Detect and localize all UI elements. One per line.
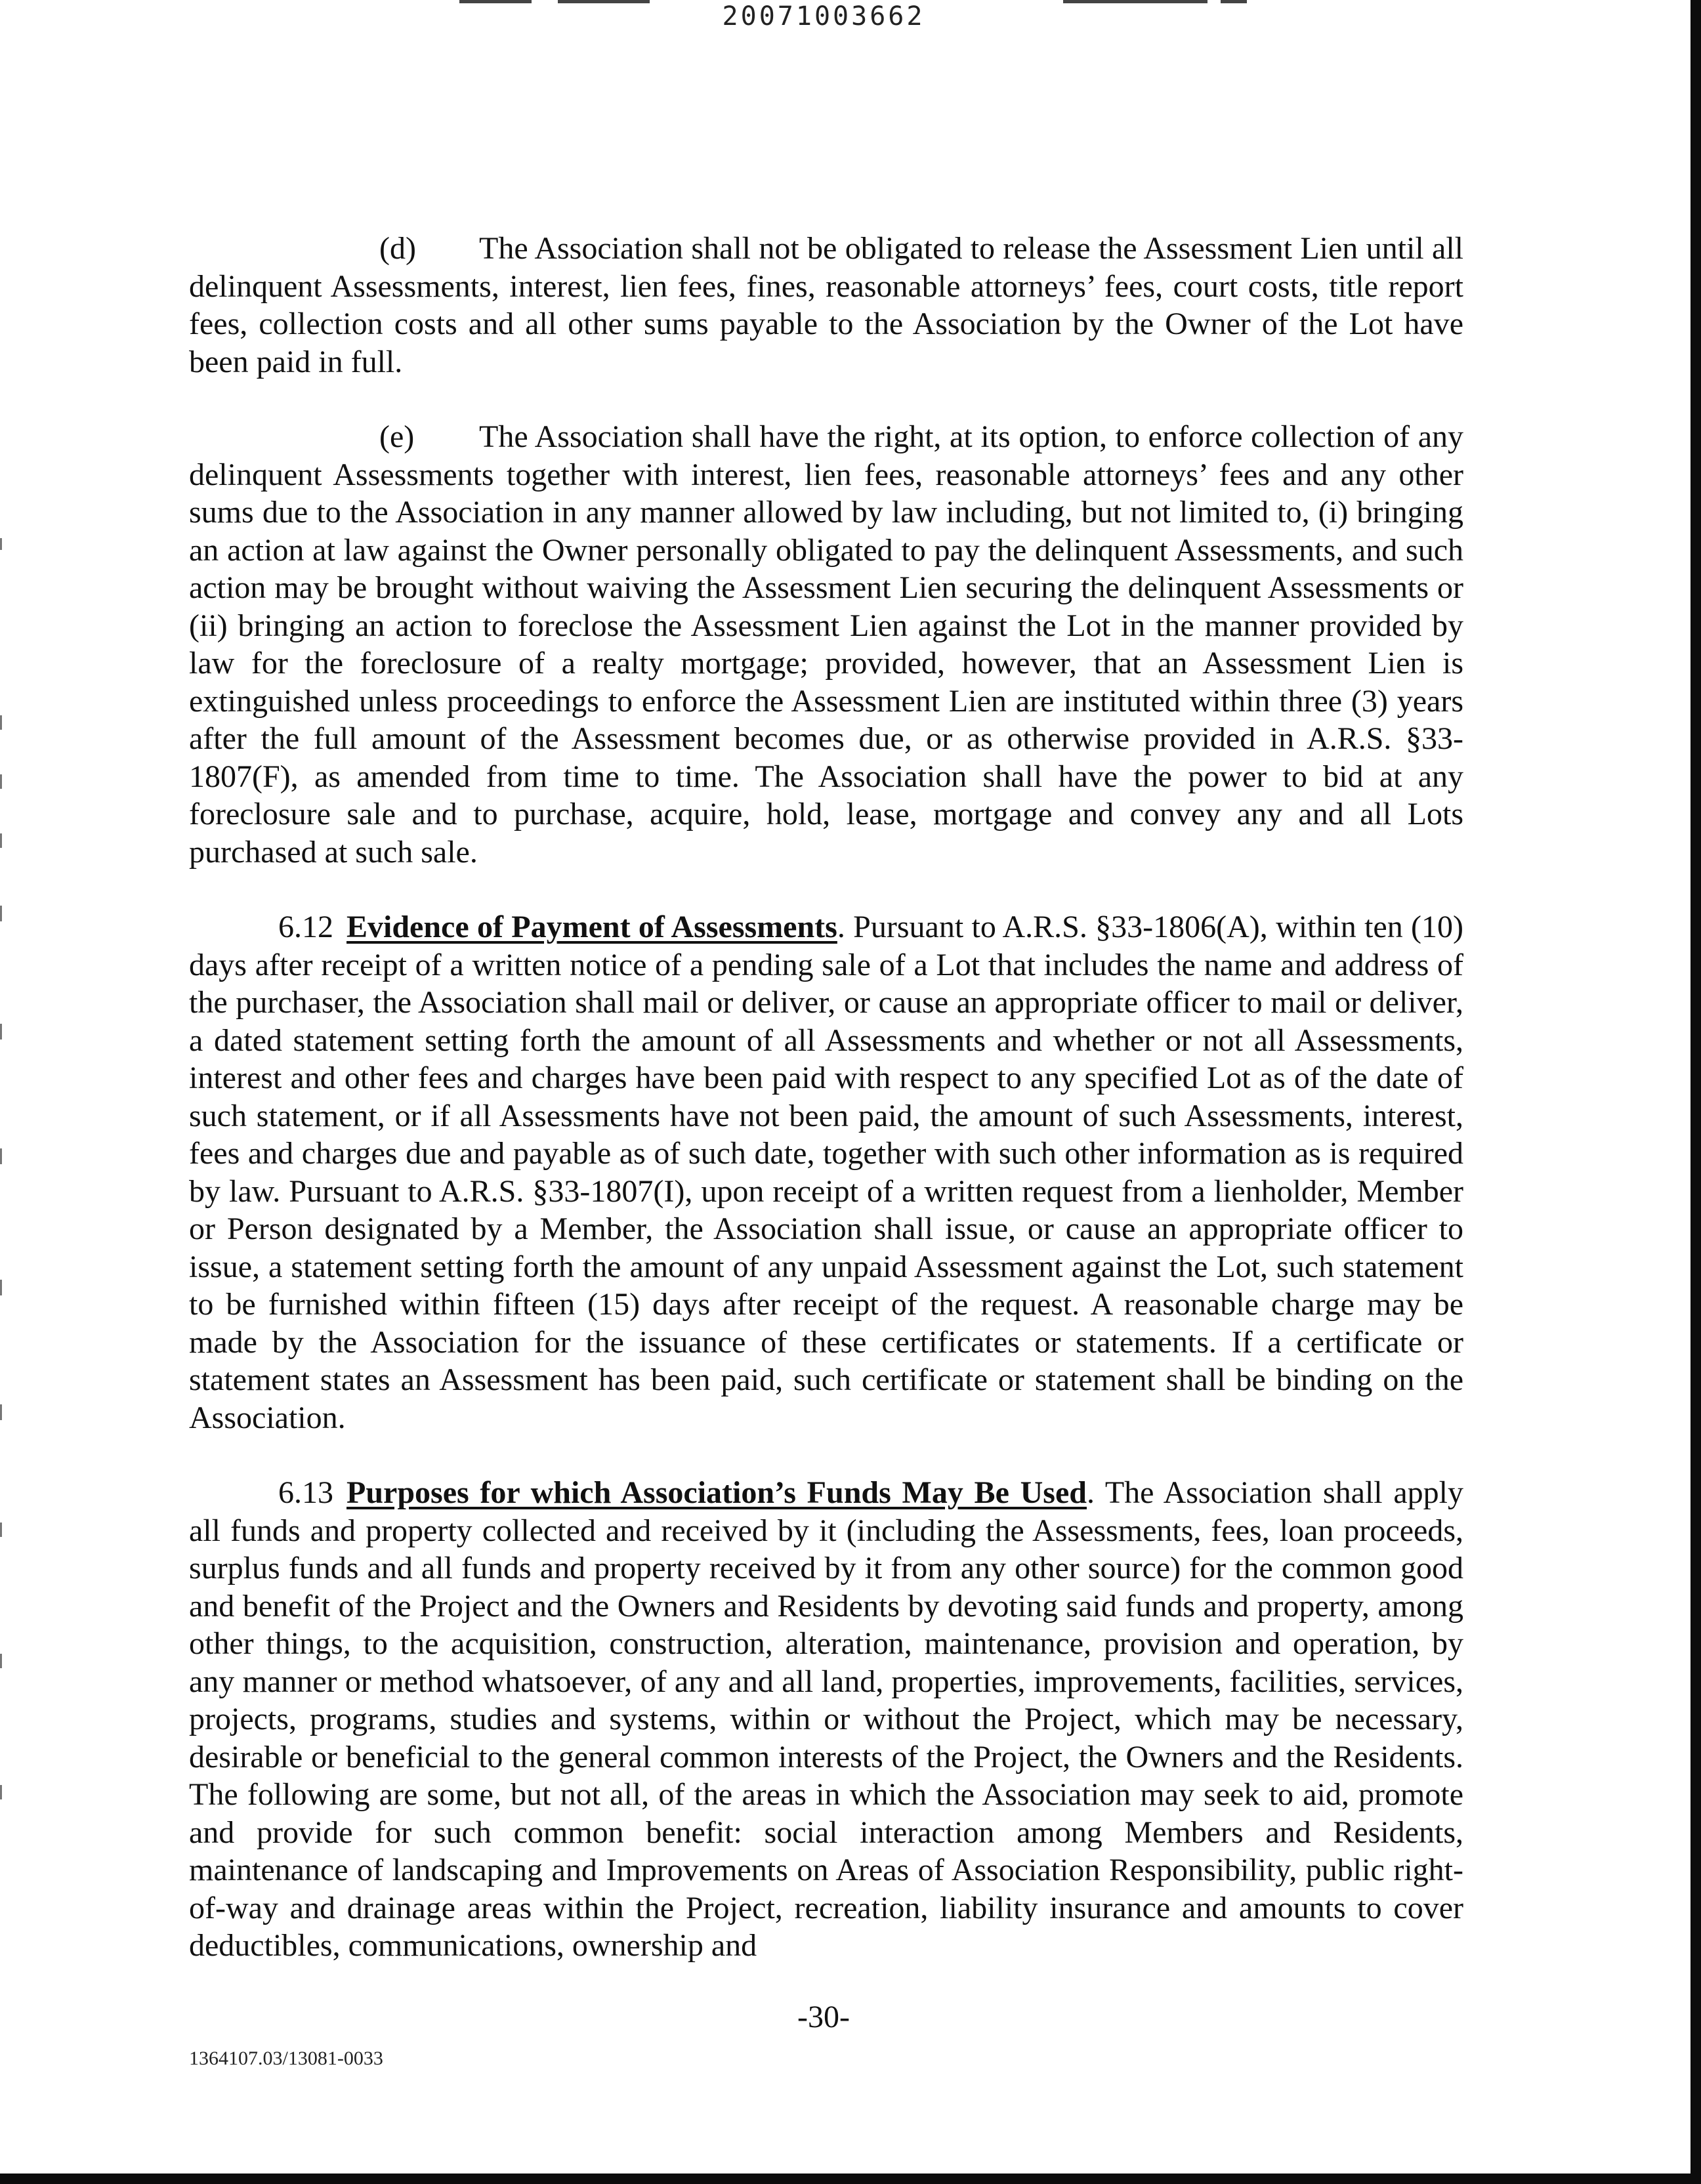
document-body [189, 230, 1463, 2002]
scan-border-right [1690, 0, 1701, 2184]
section-heading: Purposes for which Association’s Funds May Be Used [346, 1475, 1087, 1510]
section-heading: Evidence of Payment of Assessments [346, 910, 837, 944]
paragraph-label: (e) [379, 419, 415, 454]
section-number: 6.13 [278, 1475, 333, 1510]
section-text: The Association shall apply all funds and property collected and received by it (including the Assessments, fees, loan proceeds, surplus funds and all funds and property received by it from any other source) for the common good and benefit of the Project and the Owners and Residents by devoting said funds and property, among other things, to the acquisition, construction, alteration, maintenance, provision and operation, by any manner or method whatsoever, of any and all land, properties, improvements, facilities, services, projects, programs, studies and systems, within or without the Project, which may be necessary, desirable or beneficial to the general common interests of the Project, the Owners and the Residents. The following are some, but not all, of the areas in which the Association may seek to aid, promote and provide for such common benefit: social interaction among Members and Residents, maintenance of landscaping and Improvements on Areas of Association Responsibility, public right-of-way and drainage areas within the Project, recreation, liability insurance and amounts to cover deductibles, communications, ownership and [189, 1475, 1464, 1963]
document-reference: 1364107.03/13081-0033 [189, 2048, 383, 2069]
section-text: Pursuant to A.R.S. §33-1806(A), within ten (10) days after receipt of a written notice of a pending sale of a Lot that includes the name and address of the purchaser, the Association shall mail or deliver, or cause an appropriate officer to mail or deliver, a dated statement setting forth the amount of all Assessments and whether or not all Assessments, interest and other fees and charges have been paid with respect to any specified Lot as of the date of such statement, or if all Assessments have not been paid, the amount of such Assessments, interest, fees and charges due and payable as of such date, together with such other information as is required by law. Pursuant to A.R.S. §33-1807(I), upon receipt of a written request from a lienholder, Member or Person designated by a Member, the Association shall issue, or cause an appropriate officer to issue, a statement setting forth the amount of any unpaid Assessment against the Lot, such statement to be furnished within fifteen (15) days after receipt of the request. A reasonable charge may be made by the Association for the issuance of these certificates or statements. If a certificate or statement states an Assessment has been paid, such certificate or statement shall be binding on the Association. [189, 910, 1463, 1435]
page-number: -30- [797, 2000, 850, 2034]
paragraph-text: The Association shall have the right, at its option, to enforce collection of any delinquent Assessments together with interest, lien fees, reasonable attorneys’ fees and any other sums due to the Association in any manner allowed by law including, but not limited to, (i) bringing an action at law against the Owner personally obligated to pay the delinquent Assessments, and such action may be brought without waiving the Assessment Lien securing the delinquent Assessments or (ii) bringing an action to foreclose the Assessment Lien against the Lot in the manner provided by law for the foreclosure of a realty mortgage; provided, however, that an Assessment Lien is extinguished unless proceedings to enforce the Assessment Lien are instituted within three (3) years after the full amount of the Assessment becomes due, or as otherwise provided in A.R.S. §33-1807(F), as amended from time to time. The Association shall have the power to bid at any foreclosure sale and to purchase, acquire, hold, lease, mortgage and convey any and all Lots purchased at such sale. [189, 419, 1463, 870]
paragraph-label: (d) [379, 231, 416, 266]
section-number: 6.12 [278, 910, 333, 944]
section-6-12: 6.12 Evidence of Payment of Assessments. Pursuant to A.R.S. §33-1806(A), within ten (10) days after receipt of a written notice of a pending sale of a Lot that includes the name and address of the purchaser, the Association shall mail or deliver, or cause an appropriate officer to mail or deliver, a dated statement setting forth the amount of all Assessments and whether or not all Assessments, interest and other fees and charges have been paid with respect to any specified Lot as of the date of such statement, or if all Assessments have not been paid, the amount of such Assessments, interest, fees and charges due and payable as of such date, together with such other information as is required by law. Pursuant to A.R.S. §33-1807(I), upon receipt of a written request from a lienholder, Member or Person designated by a Member, the Association shall issue, or cause an appropriate officer to issue, a statement setting forth the amount of any unpaid Assessment against the Lot, such statement to be furnished within fifteen (15) days after receipt of the request. A reasonable charge may be made by the Association for the issuance of these certificates or statements. If a certificate or statement states an Assessment has been paid, such certificate or statement shall be binding on the Association. [189, 910, 1463, 1435]
paragraph-text: The Association shall not be obligated to release the Assessment Lien until all delinquent Assessments, interest, lien fees, fines, reasonable attorneys’ fees, court costs, title report fees, collection costs and all other sums payable to the Association by the Owner of the Lot have been paid in full. [189, 231, 1463, 379]
recording-number: 20071003662 [722, 1, 925, 32]
paragraph-d [189, 230, 1463, 381]
scan-border-bottom [0, 2174, 1701, 2184]
paragraph-e [189, 418, 1463, 871]
section-6-13: 6.13 Purposes for which Association’s Funds May Be Used. The Association shall apply all funds and property collected and received by it (including the Assessments, fees, loan proceeds, surplus funds and all funds and property received by it from any other source) for the common good and benefit of the Project and the Owners and Residents by devoting said funds and property, among other things, to the acquisition, construction, alteration, maintenance, provision and operation, by any manner or method whatsoever, of any and all land, properties, improvements, facilities, services, projects, programs, studies and systems, within or without the Project, which may be necessary, desirable or beneficial to the general common interests of the Project, the Owners and the Residents. The following are some, but not all, of the areas in which the Association may seek to aid, promote and provide for such common benefit: social interaction among Members and Residents, maintenance of landscaping and Improvements on Areas of Association Responsibility, public right-of-way and drainage areas within the Project, recreation, liability insurance and amounts to cover deductibles, communications, ownership and [189, 1475, 1464, 1963]
